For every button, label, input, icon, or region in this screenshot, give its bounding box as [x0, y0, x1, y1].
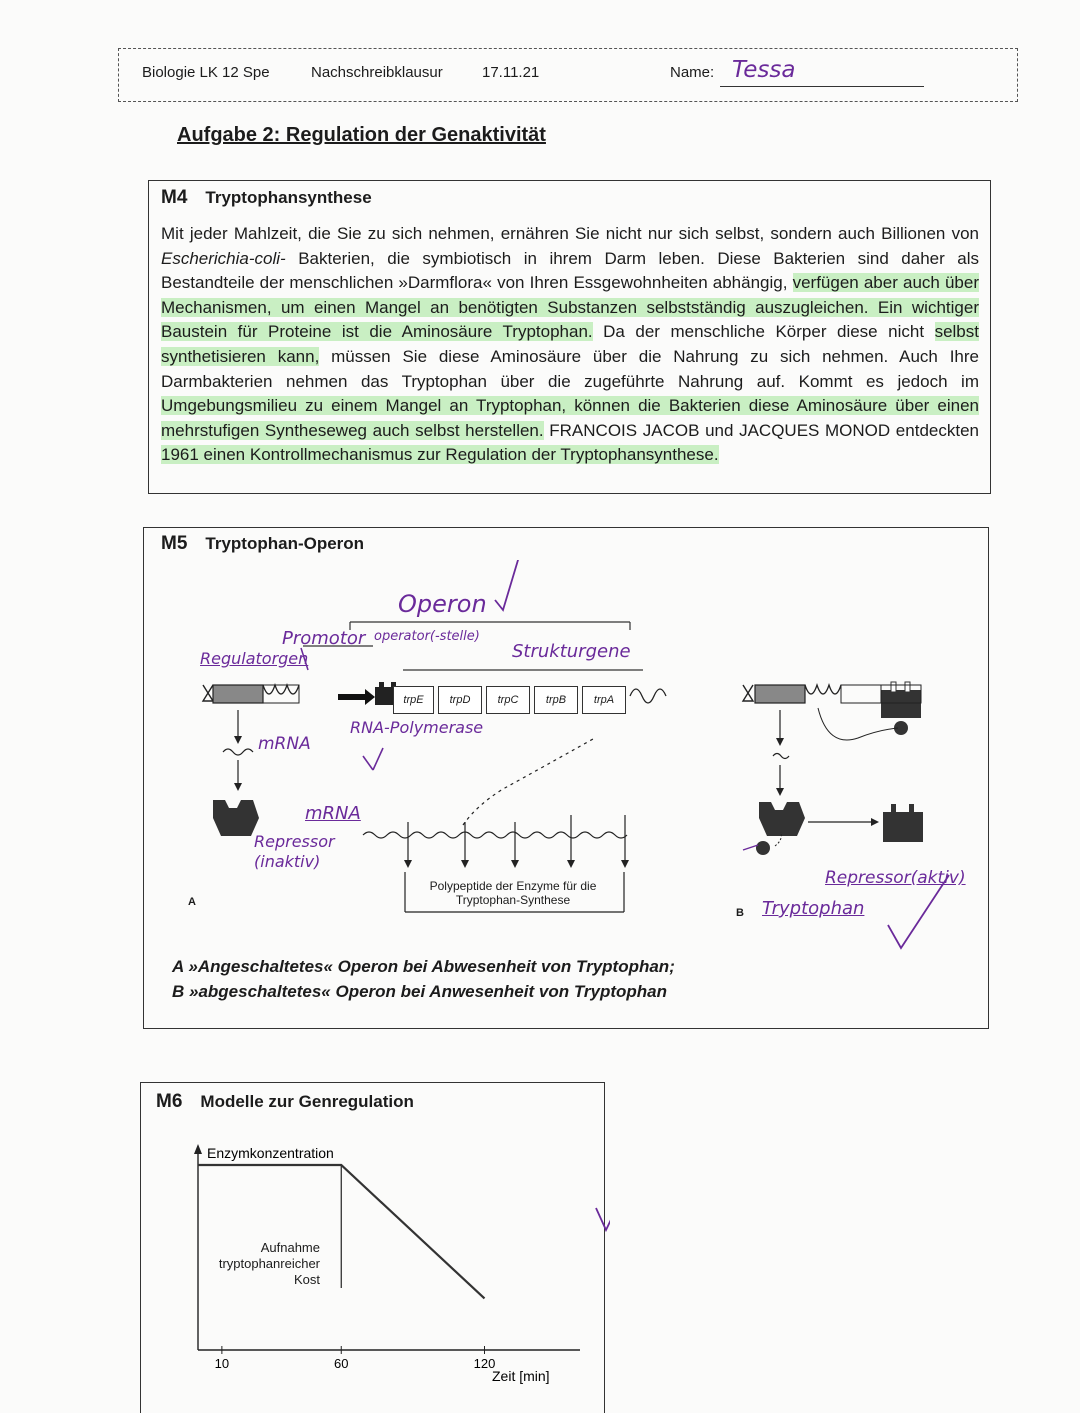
polypeptide-label: Polypeptide der Enzyme für die Tryptophan-Synthese — [429, 879, 597, 907]
x-tick-label-10: 10 — [214, 1356, 230, 1371]
hw-regulatorgen: Regulatorgen — [200, 649, 309, 668]
name-label: Name: — [670, 64, 715, 81]
m4-text-5: FRANCOIS JACOB und JACQUES MONOD entdeckten — [543, 420, 979, 440]
m6-label: M6 — [156, 1091, 183, 1112]
dna-helix-a-icon — [263, 685, 299, 694]
gene-trpc: trpC — [486, 686, 530, 714]
tryptophan-molecule-icon — [756, 841, 770, 855]
caption-a: A »Angeschaltetes« Operon bei Abwesenheit von Tryptophan; — [172, 957, 675, 976]
hw-repressor-inaktiv: Repressor (inaktiv) — [254, 832, 335, 871]
repressor-active-icon — [883, 812, 923, 842]
m5-heading — [161, 533, 364, 555]
panel-b-label: B — [736, 907, 744, 919]
m4-text-highlight-1: verfügen aber auch über Mechanismen, um einen Mangel an benötigten Substanzen selbstständig auszugleichen. Ein wichtiger Baustein für Proteine ist die Aminosäure Tryptophan. — [161, 273, 979, 342]
m6-heading — [156, 1091, 414, 1113]
m4-title: Tryptophansynthese — [205, 188, 372, 207]
m4-text-4: müssen Sie diese Aminosäure über die Nahrung zu sich nehmen. Auch Ihre Darmbakterien nehmen das Tryptophan über die zugeführte Nahrung auf. Kommt es jedoch im — [161, 346, 979, 391]
x-axis-label: Zeit [min] — [492, 1368, 550, 1384]
m5-label: M5 — [161, 533, 188, 554]
regulator-gene-block-b — [755, 685, 805, 703]
hw-operator: operator(-stelle) — [374, 629, 480, 644]
y-axis-arrow-icon — [194, 1144, 202, 1154]
y-axis-label: Enzymkonzentration — [207, 1145, 334, 1161]
m4-text-species: Escherichia-coli- — [161, 248, 286, 268]
mrna-polycistronic-icon — [363, 832, 627, 838]
gene-trpb: trpB — [534, 686, 578, 714]
m4-text-highlight-3: Umgebungsmilieu zu einem Mangel an Tryptophan, können die Bakterien diese Aminosäure über einen mehrstufigen Syntheseweg auch selbst herstellen. — [161, 396, 979, 440]
gene-trpe: trpE — [393, 686, 434, 714]
transcription-arrow-icon — [338, 689, 375, 705]
dna-strand-left-icon — [203, 685, 213, 701]
course-label: Biologie LK 12 Spe — [142, 64, 270, 81]
caption-b: B »abgeschaltetes« Operon bei Anwesenheit von Tryptophan — [172, 982, 668, 1001]
mrna-wave-a-icon — [223, 749, 253, 755]
hw-promotor: Promotor — [282, 628, 366, 649]
check-mark-m6-icon — [596, 1180, 610, 1230]
hw-mrna-2: mRNA — [305, 803, 361, 824]
repressor-b-icon — [759, 802, 805, 836]
exam-label: Nachschreibklausur — [311, 64, 443, 81]
check-mark-operon-icon — [495, 560, 521, 610]
m5-caption — [172, 954, 675, 1004]
x-tick-label-60: 60 — [334, 1356, 349, 1371]
m4-text-highlight-4: 1961 einen Kontrollmechanismus zur Regulation der Tryptophansynthese. — [161, 445, 719, 465]
dna-helix-right-icon — [630, 689, 666, 703]
hw-tryptophan: Tryptophan — [762, 898, 865, 919]
regulator-gene-block — [213, 685, 263, 703]
hw-strukturgene: Strukturgene — [512, 641, 631, 662]
operator-blocked-b — [881, 690, 921, 718]
dna-helix-b-icon — [805, 685, 841, 694]
hw-repressor-aktiv: Repressor(aktiv) — [825, 868, 966, 888]
repressor-inactive-icon — [213, 800, 259, 836]
m6-title: Modelle zur Genregulation — [200, 1092, 414, 1111]
task-title: Aufgabe 2: Regulation der Genaktivität — [177, 124, 546, 146]
m4-label: M4 — [161, 187, 188, 208]
m4-text-3: Da der menschliche Körper diese nicht — [592, 322, 935, 342]
panel-a-label: A — [188, 896, 196, 908]
gene-trpd: trpD — [438, 686, 482, 714]
hw-rna-polymerase: RNA-Polymerase — [350, 718, 484, 737]
gene-trpa: trpA — [582, 686, 626, 714]
name-underline — [720, 86, 924, 87]
chart-annotation: Aufnahme tryptophanreicher Kost — [218, 1240, 320, 1287]
hw-operon: Operon — [398, 590, 487, 618]
m4-heading — [161, 187, 372, 209]
hw-mrna-1: mRNA — [258, 734, 311, 754]
date-label: 17.11.21 — [482, 64, 540, 81]
m5-title: Tryptophan-Operon — [205, 534, 365, 553]
m4-text-highlight-2: selbst synthetisieren kann, — [161, 322, 979, 366]
check-mark-b-icon — [888, 875, 949, 948]
m4-text-2: Bakterien, die symbiotisch in ihrem Darm leben. Diese Bakterien sind daher als Bestandteile der menschlichen »Darmflora« von Ihren Essgewohnheiten abhängig, — [161, 248, 979, 293]
check-mark-mrna-icon — [373, 748, 383, 770]
x-tick-label-120: 120 — [473, 1356, 496, 1371]
name-value: Tessa — [732, 57, 796, 83]
m4-text-1: Mit jeder Mahlzeit, die Sie zu sich nehmen, ernähren Sie nicht nur sich selbst, sondern auch Billionen von — [161, 224, 979, 243]
m4-paragraph — [161, 222, 979, 468]
